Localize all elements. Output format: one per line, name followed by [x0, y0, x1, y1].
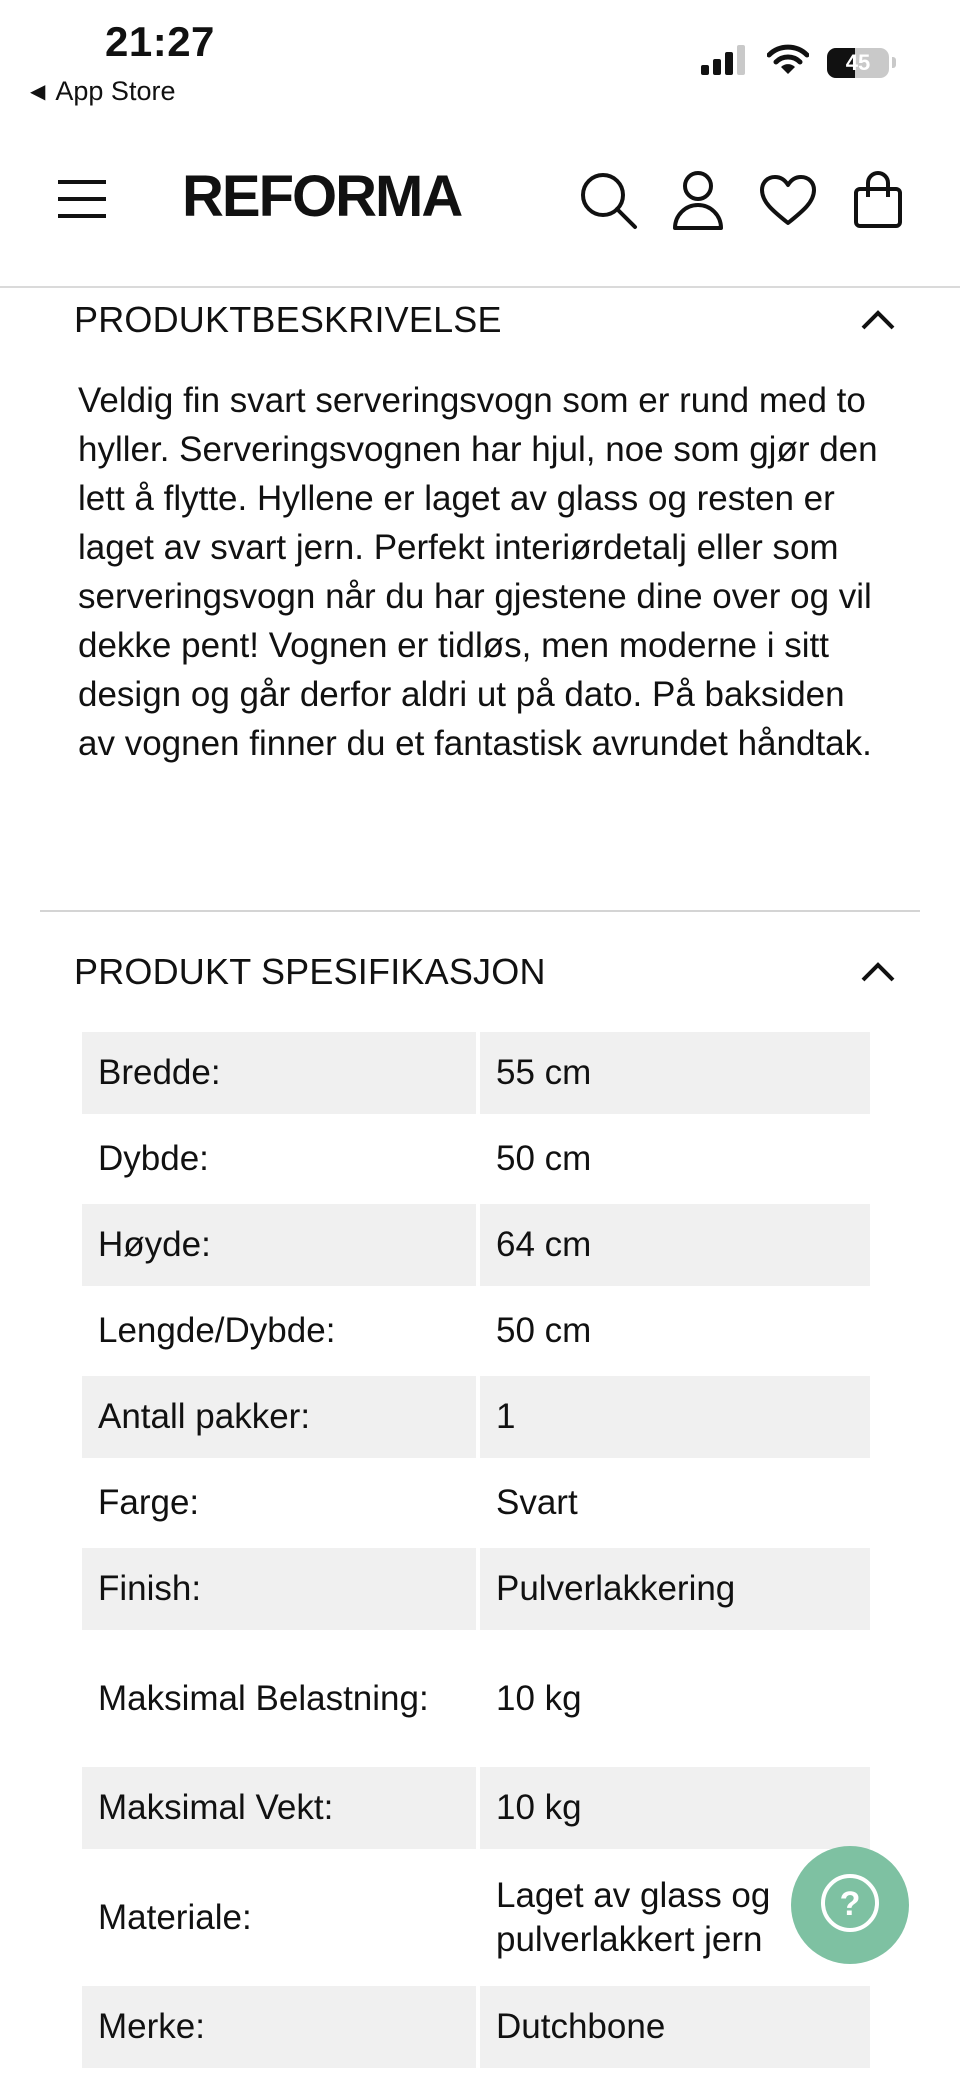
- spec-key: Finish:: [82, 1548, 476, 1630]
- back-to-app-store[interactable]: [30, 76, 175, 107]
- table-row: [82, 1376, 870, 1458]
- back-triangle-icon: ◀: [30, 81, 46, 103]
- help-label: ?: [839, 1884, 861, 1923]
- table-row: [82, 1118, 870, 1200]
- description-title: PRODUKTBESKRIVELSE: [74, 299, 502, 340]
- table-row: [82, 1634, 870, 1763]
- spec-key: Farge:: [82, 1462, 476, 1544]
- spec-value: 10 kg: [480, 1634, 870, 1763]
- battery-level: 45: [845, 49, 871, 75]
- search-icon[interactable]: [576, 168, 640, 232]
- spec-key: Lengde/Dybde:: [82, 1290, 476, 1372]
- product-description-text: Veldig fin svart serveringsvogn som er rund med to hyller. Serveringsvognen har hjul, noe som gjør den lett å flytte. Hyllene er laget av glass og resten er laget av svart jern. Perfekt interiørdetalj eller som serveringsvogn når du har gjestene dine over og vil dekke pent! Vognen er tidløs, men moderne i sitt design og går derfor aldri ut på dato. På baksiden av vognen finner du et fantastisk avrundet håndtak.: [78, 381, 878, 763]
- spec-value: Laget av glass og pulverlakkert jern: [480, 1853, 870, 1982]
- spec-key: Bredde:: [82, 1032, 476, 1114]
- battery-icon: [827, 48, 889, 78]
- spec-value: 55 cm: [480, 1032, 870, 1114]
- spec-value: 64 cm: [480, 1204, 870, 1286]
- table-row: [82, 1032, 870, 1114]
- description-accordion-header[interactable]: [74, 294, 894, 346]
- help-icon: [818, 1871, 882, 1940]
- spec-value: 50 cm: [480, 1118, 870, 1200]
- brand-logo[interactable]: REFORMA: [182, 164, 462, 229]
- battery-nub: [892, 57, 896, 68]
- section-divider: [40, 910, 920, 912]
- spec-key: Antall pakker:: [82, 1376, 476, 1458]
- spec-key: Merke:: [82, 1986, 476, 2068]
- table-row: [82, 1204, 870, 1286]
- help-button[interactable]: [791, 1846, 909, 1964]
- menu-icon[interactable]: [56, 178, 108, 220]
- wifi-icon: [767, 44, 809, 81]
- spec-key: Maksimal Belastning:: [82, 1634, 476, 1763]
- table-row: [82, 1548, 870, 1630]
- spec-table: [78, 1028, 874, 2072]
- spec-value: Svart: [480, 1462, 870, 1544]
- spec-value: 1: [480, 1376, 870, 1458]
- spec-key: Maksimal Vekt:: [82, 1767, 476, 1849]
- cellular-signal-icon: [701, 45, 749, 80]
- table-row: [82, 1290, 870, 1372]
- wishlist-heart-icon[interactable]: [756, 168, 820, 232]
- chevron-up-icon[interactable]: [856, 298, 900, 342]
- table-row: [82, 1986, 870, 2068]
- specs-title: PRODUKT SPESIFIKASJON: [74, 951, 546, 992]
- status-bar: [0, 0, 960, 118]
- spec-key: Dybde:: [82, 1118, 476, 1200]
- specs-accordion-header[interactable]: [74, 946, 894, 998]
- status-icons: [701, 44, 896, 81]
- spec-value: 10 kg: [480, 1767, 870, 1849]
- account-icon[interactable]: [666, 168, 730, 232]
- back-label: App Store: [55, 76, 176, 106]
- spec-value: Dutchbone: [480, 1986, 870, 2068]
- shopping-bag-icon[interactable]: [846, 168, 910, 232]
- site-header: [0, 118, 960, 288]
- spec-key: Høyde:: [82, 1204, 476, 1286]
- table-row: [82, 1767, 870, 1849]
- spec-value: Pulverlakkering: [480, 1548, 870, 1630]
- table-row: [82, 1853, 870, 1982]
- table-row: [82, 1462, 870, 1544]
- chevron-up-icon[interactable]: [856, 950, 900, 994]
- spec-key: Materiale:: [82, 1853, 476, 1982]
- status-time: 21:27: [105, 18, 215, 65]
- spec-value: 50 cm: [480, 1290, 870, 1372]
